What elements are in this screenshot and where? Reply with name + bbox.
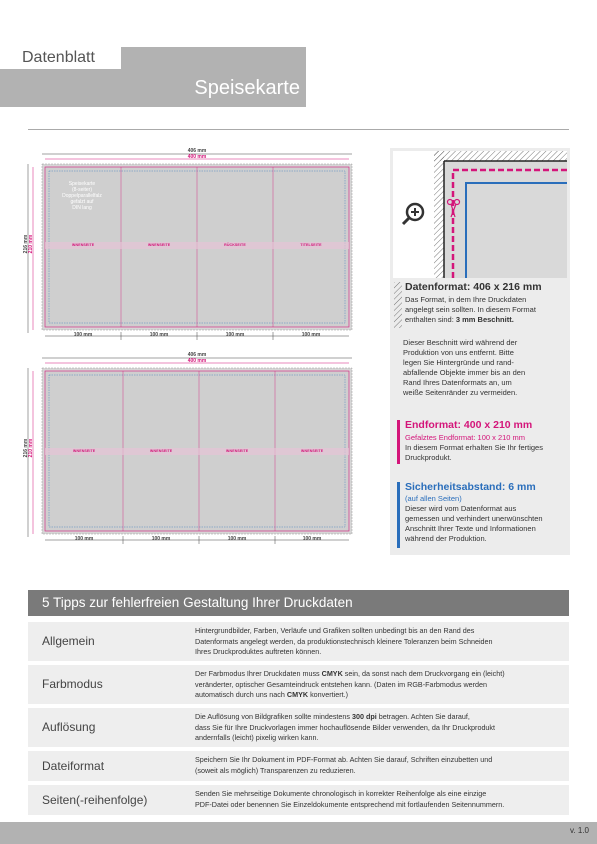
doc-type-label: Datenblatt [22, 49, 95, 66]
segment-label: 100 mm [73, 332, 93, 338]
text-line: andernfalls (leicht) pixelig wirken kann. [195, 733, 319, 742]
endformat-marker [397, 420, 400, 464]
text-line: legen Sie Hintergründe und rand- [403, 358, 514, 367]
height-data-label: 216 mm [23, 438, 29, 458]
tip-label: Allgemein [42, 634, 95, 648]
height-data-label: 216 mm [23, 234, 29, 254]
diagram-inside [22, 352, 370, 547]
corner-detail [393, 151, 567, 278]
datenformat-title: Datenformat: 406 x 216 mm [405, 281, 542, 293]
zoom-icon [403, 204, 423, 224]
text-line: Anschnitt Ihrer Texte und Informationen [405, 524, 536, 533]
tips-title: 5 Tipps zur fehlerfreien Gestaltung Ihrer Druckdaten [42, 595, 353, 610]
divider [28, 129, 569, 130]
text-line: Die Auflösung von Bildgrafiken sollte mindestens 300 dpi betragen. Achten Sie darauf, [195, 712, 470, 721]
text-line: automatisch durch uns nach CMYK konvertiert.) [195, 690, 349, 699]
segment-label: 100 mm [151, 536, 171, 542]
fold-note [52, 181, 112, 211]
tip-label: Farbmodus [42, 677, 103, 691]
text-line: Rand Ihres Datenformats an, um [403, 378, 512, 387]
datenformat-marker [394, 282, 402, 328]
sicherheit-marker [397, 482, 400, 548]
tip-label: Dateiformat [42, 759, 105, 773]
tip-row [28, 785, 569, 815]
panel-label: INNENSEITE [147, 243, 171, 247]
text-line: Hintergrundbilder, Farben, Verläufe und Grafiken sollten unbedingt bis an den Rand des [195, 626, 475, 635]
tip-text [195, 755, 563, 776]
segment-label: 100 mm [227, 536, 247, 542]
text-line: Senden Sie mehrseitige Dokumente chronologisch in korrekter Reihenfolge als eine einzige [195, 789, 487, 798]
tip-row [28, 708, 569, 747]
tip-text [195, 626, 563, 658]
fold-note-line: DIN lang [72, 205, 92, 211]
text-line [405, 315, 567, 325]
tip-text [195, 669, 563, 701]
footer-bar [0, 822, 597, 844]
panel-label: INNENSEITE [225, 449, 249, 453]
text-line: PDF-Datei oder benennen Sie Einzeldokumente entsprechend mit fortlaufenden Seitennummern. [195, 799, 505, 809]
width-data-label: 406 mm [187, 148, 207, 154]
text-line: veränderter, optischer Gesamteindruck entstehen kann. (Daten im RGB-Farbmodus werden [195, 679, 488, 689]
width-final-label: 400 mm [187, 358, 207, 364]
sicherheit-sub: (auf allen Seiten) [405, 494, 462, 503]
endformat-title: Endformat: 400 x 210 mm [405, 419, 533, 431]
tip-text [195, 712, 563, 744]
version-label: v. 1.0 [570, 826, 589, 835]
segment-label: 100 mm [225, 332, 245, 338]
text-line: Der Farbmodus Ihrer Druckdaten muss CMYK sein, da sonst nach dem Druckvorgang ein (leicht) [195, 669, 505, 678]
segment-label: 100 mm [301, 332, 321, 338]
panel-label: INNENSEITE [300, 449, 324, 453]
text-line: Datenformats angelegt werden, da produktionstechnisch kleinere Toleranzen beim Schneiden [195, 636, 493, 646]
fold-note-line: Speisekarte [68, 181, 96, 187]
fold-note-line: (8-seiter) [71, 187, 92, 193]
text-line: abfallende Objekte immer bis an den [403, 368, 526, 377]
text-line: gemessen und verhindert unerwünschten [405, 514, 543, 523]
tip-row [28, 665, 569, 704]
width-final-label: 400 mm [187, 154, 207, 160]
tip-label: Seiten(-reihenfolge) [42, 793, 148, 807]
width-data-label: 406 mm [187, 352, 207, 358]
segment-label: 100 mm [149, 332, 169, 338]
text-line: Druckprodukt. [405, 453, 452, 462]
diagram-outside [22, 148, 370, 343]
panel-label: INNENSEITE [71, 243, 95, 247]
sicherheit-title: Sicherheitsabstand: 6 mm [405, 481, 536, 493]
segment-label: 100 mm [302, 536, 322, 542]
text-line: Dieser Beschnitt wird während der [403, 338, 518, 347]
text-line: Ihres Druckproduktes auftreten können. [195, 647, 322, 656]
segment-label: 100 mm [74, 536, 94, 542]
doc-type-tab [0, 47, 121, 69]
beschnitt-text [403, 338, 567, 398]
text-line-bold: 3 mm Beschnitt. [455, 315, 514, 324]
height-final-label: 210 mm [28, 234, 34, 254]
text-line: (soweit als möglich) Transparenzen zu reduzieren. [195, 765, 356, 775]
endformat-sub: Gefalztes Endformat: 100 x 210 mm [405, 433, 526, 442]
text-line: weiße Seitenränder zu vermeiden. [403, 388, 518, 397]
panel-label: INNENSEITE [149, 449, 173, 453]
text-line: Das Format, in dem Ihre Druckdaten [405, 295, 527, 304]
endformat-text [405, 443, 567, 463]
hatch-icon [394, 282, 402, 328]
text-line: während der Produktion. [405, 534, 487, 543]
text-line: Dieser wird vom Datenformat aus [405, 504, 517, 513]
tips-header [28, 590, 569, 616]
panel-label: TITELSEITE [300, 243, 322, 247]
text-line-prefix: enthalten sind: [405, 315, 456, 324]
corner-detail-drawing [393, 151, 567, 278]
panel-label: RÜCKSEITE [224, 243, 246, 247]
page-title: Speisekarte [194, 77, 300, 99]
text-line: In diesem Format erhalten Sie Ihr fertiges [405, 443, 543, 452]
datenformat-text [405, 295, 567, 325]
tip-row [28, 751, 569, 781]
fold-note-line: Doppelparallelfalz [62, 193, 102, 199]
text-line: Produktion von uns entfernt. Bitte [403, 348, 514, 357]
fold-note-line: gefalzt auf [70, 199, 94, 205]
height-final-label: 210 mm [28, 438, 34, 458]
sicherheit-text [405, 504, 569, 544]
text-line: angelegt sein sollten. In diesem Format [405, 305, 536, 314]
text-line: dass Sie für Ihre Druckvorlagen immer hochauflösende Bilder verwenden, da Ihr Druckprodukt [195, 722, 496, 732]
tip-row [28, 622, 569, 661]
tip-label: Auflösung [42, 720, 96, 734]
text-line: Speichern Sie Ihr Dokument im PDF-Format ab. Achten Sie darauf, Schriften einzubetten und [195, 755, 493, 764]
panel-label: INNENSEITE [72, 449, 96, 453]
tip-text [195, 789, 563, 810]
